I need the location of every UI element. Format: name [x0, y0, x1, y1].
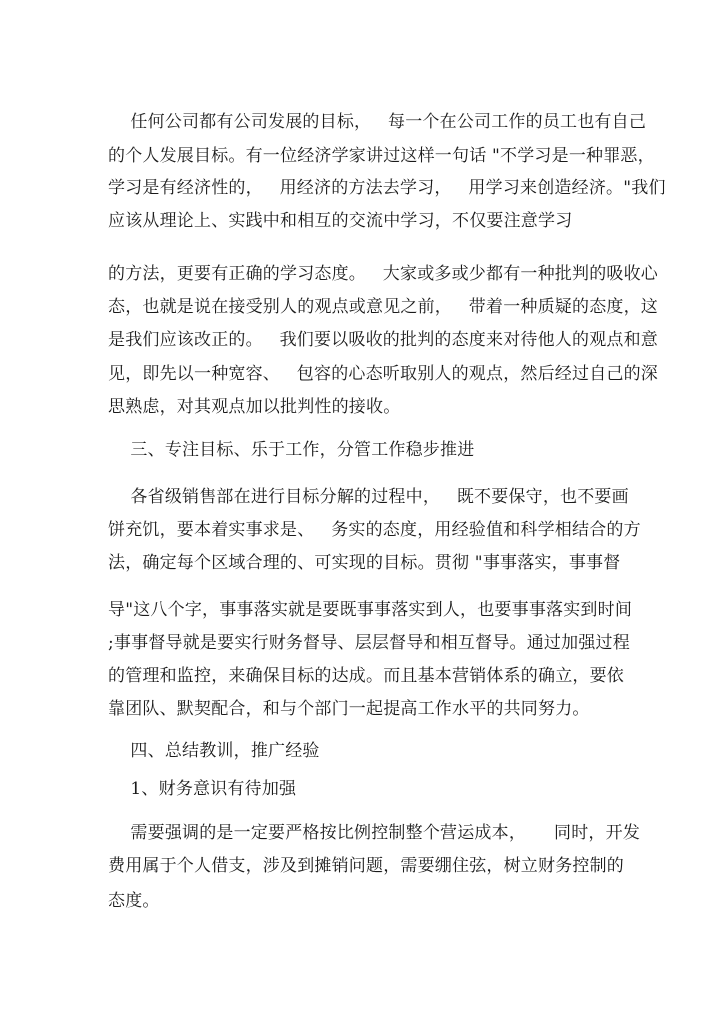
paragraph-line: 的管理和监控，来确保目标的达成。而且基本营销体系的确立，要依	[108, 666, 624, 686]
paragraph-line: ;事事督导就是要实行财务督导、层层督导和相互督导。通过加强过程	[108, 633, 630, 653]
paragraph-line: 态，也就是说在接受别人的观点或意见之前， 带着一种质疑的态度，这	[108, 297, 659, 317]
paragraph-line: 法，确定每个区域合理的、可实现的目标。贯彻 "事事落实，事事督	[108, 553, 621, 573]
paragraph-line: 态度。	[108, 891, 160, 911]
paragraph-line: 的个人发展目标。有一位经济学家讲过这样一句话 "不学习是一种罪恶，	[108, 146, 655, 166]
paragraph-line: 饼充饥，要本着实事求是、 务实的态度，用经验值和科学相结合的方	[108, 520, 641, 540]
paragraph-line: 是我们应该改正的。 我们要以吸收的批判的态度来对待他人的观点和意	[108, 330, 659, 350]
paragraph-line: 应该从理论上、实践中和相互的交流中学习，不仅要注意学习	[108, 211, 573, 231]
paragraph-line: 导"这八个字，事事落实就是要既事事落实到人，也要事事落实到时间	[108, 600, 633, 620]
subsection-heading: 1、财务意识有待加强	[108, 779, 297, 799]
paragraph-line: 任何公司都有公司发展的目标， 每一个在公司工作的员工也有自己	[108, 112, 647, 132]
paragraph-line: 需要强调的是一定要严格按比例控制整个营运成本， 同时，开发	[108, 823, 641, 843]
paragraph-line: 靠团队、默契配合，和与个部门一起提高工作水平的共同努力。	[108, 699, 590, 719]
paragraph-line: 学习是有经济性的， 用经济的方法去学习， 用学习来创造经济。"我们	[108, 178, 666, 198]
paragraph-line: 思熟虑，对其观点加以批判性的接收。	[108, 397, 401, 417]
paragraph-line: 见，即先以一种宽容、 包容的心态听取别人的观点，然后经过自己的深	[108, 364, 659, 384]
section-heading: 三、专注目标、乐于工作，分管工作稳步推进	[108, 440, 475, 460]
paragraph-line: 的方法，更要有正确的学习态度。 大家或多或少都有一种批判的吸收心	[108, 264, 659, 284]
section-heading: 四、总结教训，推广经验	[108, 741, 320, 761]
paragraph-line: 各省级销售部在进行目标分解的过程中， 既不要保守，也不要画	[108, 487, 629, 507]
paragraph-line: 费用属于个人借支，涉及到摊销问题，需要绷住弦，树立财务控制的	[108, 856, 624, 876]
